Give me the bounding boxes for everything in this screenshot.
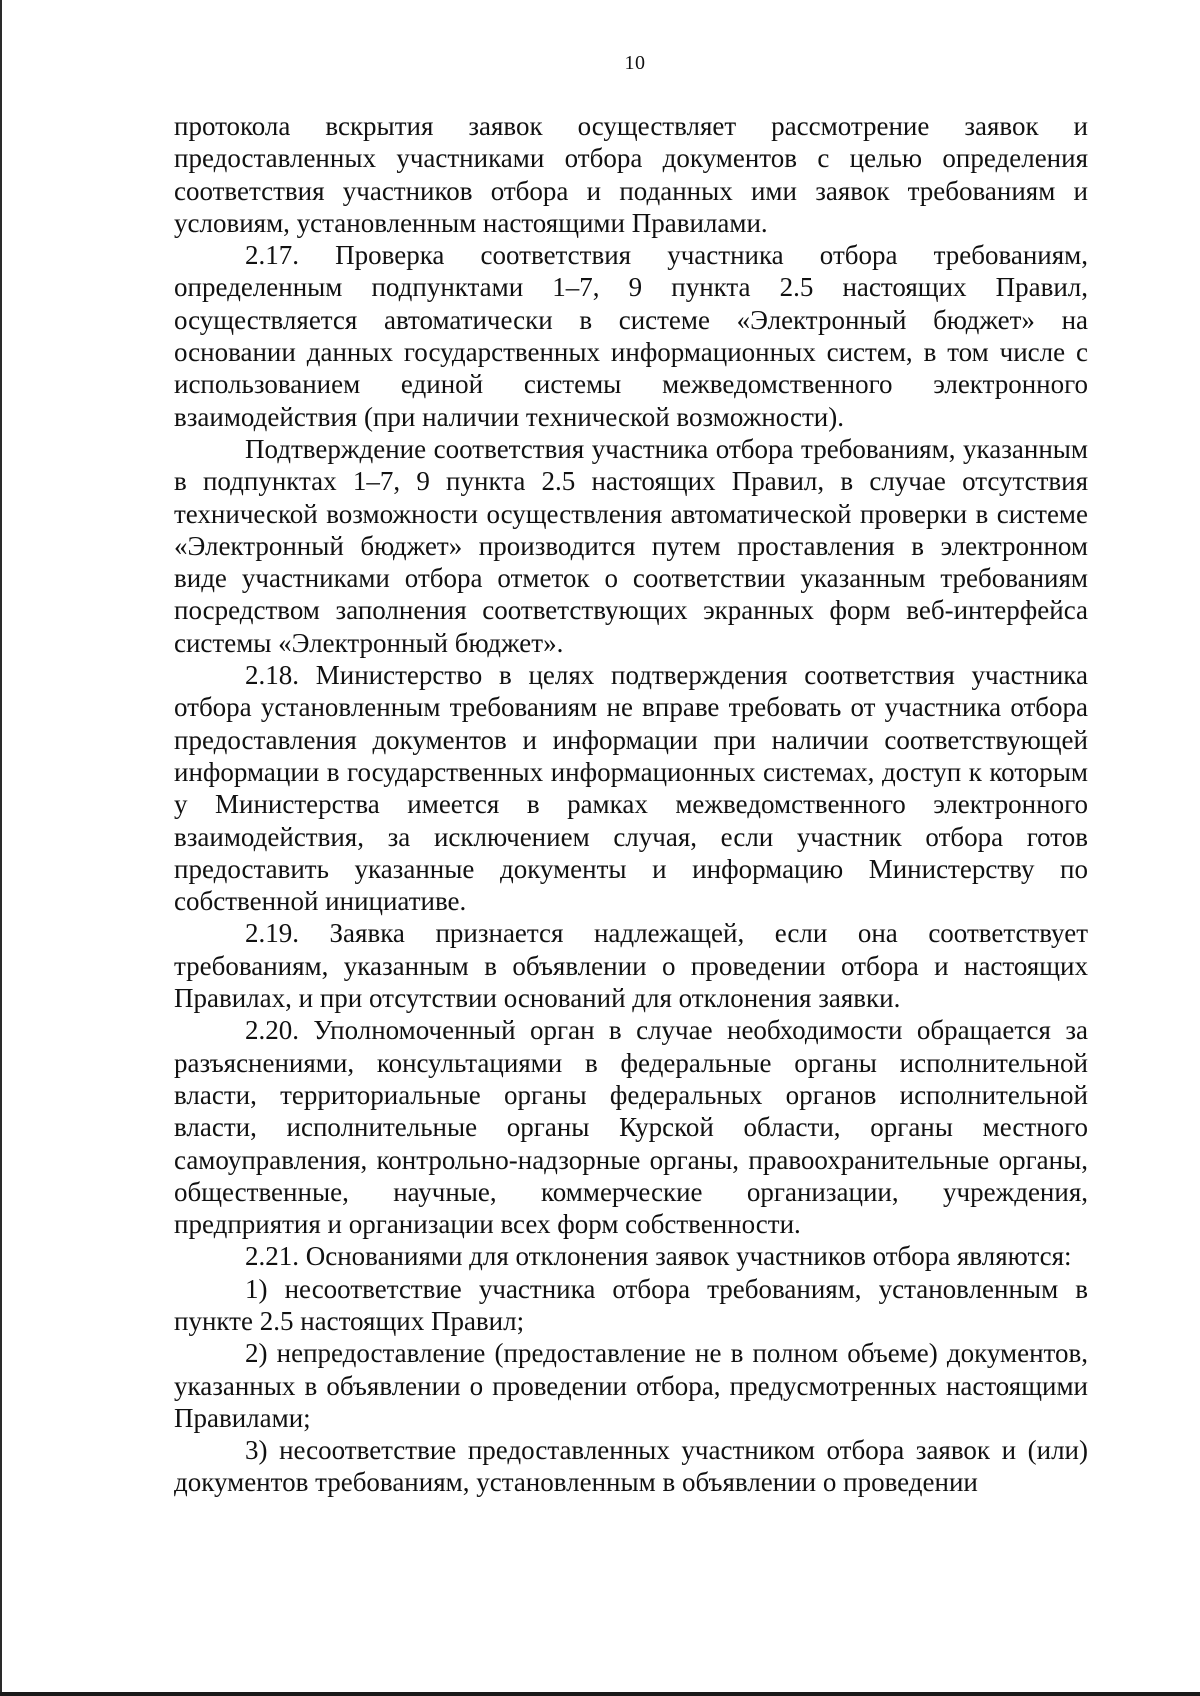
document-body bbox=[174, 110, 1088, 1499]
paragraph-2-17: 2.17. Проверка соответствия участника отбора требованиям, определенным подпунктами 1–7, 9 пункта 2.5 настоящих Правил, осуществляется автоматически в системе «Электронный бюджет» на основании данных государственных информационных систем, в том числе с использованием единой системы межведомственного электронного взаимодействия (при наличии технической возможности). bbox=[174, 240, 1088, 432]
paragraph-continuation: протокола вскрытия заявок осуществляет рассмотрение заявок и предоставленных участниками отбора документов с целью определения соответствия участников отбора и поданных ими заявок требованиям и условиям, установленным настоящими Правилами. bbox=[174, 111, 1088, 238]
paragraph-2-18: 2.18. Министерство в целях подтверждения соответствия участника отбора установленным требованиям не вправе требовать от участника отбора предоставления документов и информации при наличии соответствующей информации в государственных информационных системах, доступ к которым у Министерства имеется в рамках межведомственного электронного взаимодействия, за исключением случая, если участник отбора готов предоставить указанные документы и информацию Министерству по собственной инициативе. bbox=[174, 660, 1088, 917]
paragraph-2-19: 2.19. Заявка признается надлежащей, если она соответствует требованиям, указанным в объявлении о проведении отбора и настоящих Правилах, и при отсутствии оснований для отклонения заявки. bbox=[174, 918, 1088, 1014]
paragraph-2-21: 2.21. Основаниями для отклонения заявок участников отбора являются: bbox=[245, 1241, 1072, 1272]
page-number: 10 bbox=[624, 52, 646, 74]
paragraph-confirmation: Подтверждение соответствия участника отбора требованиям, указанным в подпунктах 1–7, 9 пункта 2.5 настоящих Правил, в случае отсутствия технической возможности осуществления автоматической проверки в системе «Электронный бюджет» производится путем проставления в электронном виде участниками отбора отметок о соответствии указанным требованиям посредством заполнения соответствующих экранных форм веб-интерфейса системы «Электронный бюджет». bbox=[174, 433, 1088, 658]
list-item-3: 3) несоответствие предоставленных участником отбора заявок и (или) документов требованиям, установленным в объявлении о проведении bbox=[174, 1435, 1088, 1498]
list-item-1: 1) несоответствие участника отбора требованиям, установленным в пункте 2.5 настоящих Правил; bbox=[174, 1273, 1088, 1336]
paragraph-2-20: 2.20. Уполномоченный орган в случае необходимости обращается за разъяснениями, консультациями в федеральные органы исполнительной власти, территориальные органы федеральных органов исполнительной власти, исполнительные органы Курской области, органы местного самоуправления, контрольно-надзорные органы, правоохранительные органы, общественные, научные, коммерческие организации, учреждения, предприятия и организации всех форм собственности. bbox=[174, 1015, 1088, 1240]
scan-edge-left bbox=[0, 0, 2, 1696]
scan-edge-bottom bbox=[0, 1692, 1200, 1696]
list-item-2: 2) непредоставление (предоставление не в полном объеме) документов, указанных в объявлении о проведении отбора, предусмотренных настоящими Правилами; bbox=[174, 1338, 1088, 1433]
